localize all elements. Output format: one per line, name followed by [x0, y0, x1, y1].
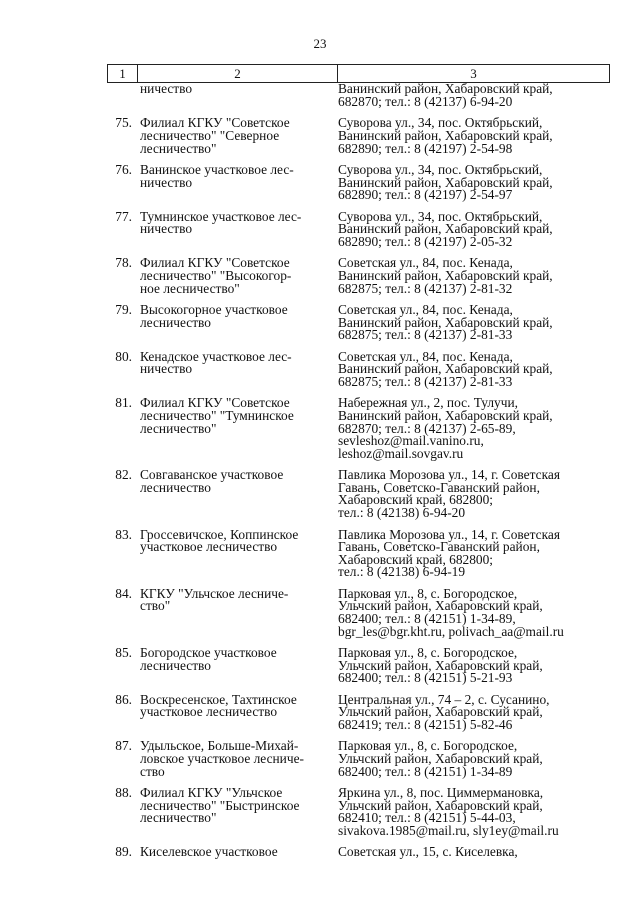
table-row: [107, 348, 610, 389]
office-address: Центральная ул., 74 – 2, с. Сусанино, Ульчский район, Хабаровский край, 682419; тел.: 8 (42151) 5-82-46: [338, 691, 550, 732]
row-number: 77.: [115, 208, 132, 224]
row-number: [107, 83, 136, 108]
office-address: Суворова ул., 34, пос. Октябрьский, Ванинский район, Хабаровский край, 682890; тел.: 8 (42197) 2-05-32: [338, 208, 553, 249]
row-number: 86.: [115, 691, 132, 707]
table-row: [107, 846, 610, 859]
office-address: Парковая ул., 8, с. Богородское, Ульчский район, Хабаровский край, 682400; тел.: 8 (42151) 1-34-89, bgr_les@bgr.kht.ru, polivach_aa@mail.ru: [338, 585, 564, 639]
row-number: 83.: [115, 526, 132, 542]
office-name: Гроссевичское, Коппинское участковое лесничество: [140, 526, 299, 555]
office-name: Филиал КГКУ "Советское лесничество" "Высокогор- ное лесничество": [140, 255, 292, 296]
table-row: [107, 647, 610, 685]
office-name: Киселевское участковое: [140, 844, 278, 860]
table-row: [107, 469, 610, 519]
office-address: Советская ул., 84, пос. Кенада, Ванинский район, Хабаровский край, 682875; тел.: 8 (42137) 2-81-33: [338, 302, 553, 343]
table-row: [107, 208, 610, 249]
office-address: Набережная ул., 2, пос. Тулучи, Ванинский район, Хабаровский край, 682870; тел.: 8 (42137) 2-65-89, sevleshoz@mail.vanino.ru, leshoz@mail.sovgav.ru: [338, 395, 553, 461]
row-number: 80.: [115, 348, 132, 364]
office-name: ничество: [140, 81, 193, 96]
office-name: Высокогорное участковое лесничество: [140, 302, 288, 330]
row-number: 85.: [115, 645, 132, 661]
row-number: 75.: [115, 115, 132, 131]
table-row: [107, 397, 610, 460]
table-body: [107, 83, 610, 868]
table-row: [107, 83, 610, 108]
office-name: Ванинское участковое лес- ничество: [140, 162, 294, 190]
office-address: Парковая ул., 8, с. Богородское, Ульчский район, Хабаровский край, 682400; тел.: 8 (42151) 5-21-93: [338, 645, 543, 686]
office-address: Ванинский район, Хабаровский край, 682870; тел.: 8 (42137) 6-94-20: [338, 81, 553, 109]
row-number: 78.: [115, 255, 132, 271]
office-address: Павлика Морозова ул., 14, г. Советская Гавань, Советско-Гаванский район, Хабаровский край, 682800; тел.: 8 (42138) 6-94-20: [338, 467, 560, 521]
row-number: 88.: [115, 785, 132, 801]
row-number: 87.: [115, 738, 132, 754]
office-address: Яркина ул., 8, пос. Циммермановка, Ульчский район, Хабаровский край, 682410; тел.: 8 (42151) 5-44-03, sivakova.1985@mail.ru, sly1ey@mail.ru: [338, 785, 559, 838]
table-row: [107, 304, 610, 342]
office-name: Филиал КГКУ "Советское лесничество" "Тумнинское лесничество": [140, 395, 294, 436]
table-row: [107, 257, 610, 295]
office-address: Суворова ул., 34, пос. Октябрьский, Ванинский район, Хабаровский край, 682890; тел.: 8 (42197) 2-54-97: [338, 162, 553, 203]
office-address: Павлика Морозова ул., 14, г. Советская Гавань, Советско-Гаванский район, Хабаровский край, 682800; тел.: 8 (42138) 6-94-19: [338, 526, 560, 580]
table-row: [107, 585, 610, 639]
office-name: КГКУ "Ульчское лесниче- ство": [140, 585, 289, 614]
office-name: Тумнинское участковое лес- ничество: [140, 208, 302, 237]
table-row: [107, 526, 610, 580]
table-row: [107, 787, 610, 837]
office-address: Суворова ул., 34, пос. Октябрьский, Ванинский район, Хабаровский край, 682890; тел.: 8 (42197) 2-54-98: [338, 115, 553, 156]
row-number: 81.: [115, 395, 132, 411]
office-name: Кенадское участковое лес- ничество: [140, 348, 292, 377]
office-name: Богородское участковое лесничество: [140, 645, 277, 673]
table-row: [107, 740, 610, 778]
column-header-3: 3: [470, 66, 477, 81]
office-name: Филиал КГКУ "Ульчское лесничество" "Быстринское лесничество": [140, 785, 300, 826]
office-name: Удыльское, Больше-Михай- ловское участковое лесниче- ство: [140, 738, 304, 779]
table-row: [107, 691, 610, 732]
office-address: Парковая ул., 8, с. Богородское, Ульчский район, Хабаровский край, 682400; тел.: 8 (42151) 1-34-89: [338, 738, 543, 779]
row-number: 84.: [115, 585, 132, 601]
row-number: 82.: [115, 467, 132, 483]
office-address: Советская ул., 84, пос. Кенада, Ванинский район, Хабаровский край, 682875; тел.: 8 (42137) 2-81-32: [338, 255, 553, 296]
table-row: [107, 117, 610, 155]
row-number: 89.: [115, 844, 132, 860]
column-header-2: 2: [138, 65, 338, 82]
row-number: 79.: [115, 302, 132, 318]
page-number: 23: [313, 36, 327, 51]
office-name: Совгаванское участковое лесничество: [140, 467, 284, 495]
office-name: Филиал КГКУ "Советское лесничество" "Северное лесничество": [140, 115, 290, 156]
office-address: Советская ул., 84, пос. Кенада, Ванинский район, Хабаровский край, 682875; тел.: 8 (42137) 2-81-33: [338, 348, 553, 389]
office-name: Воскресенское, Тахтинское участковое лесничество: [140, 691, 297, 720]
office-address: Советская ул., 15, с. Киселевка,: [338, 844, 518, 860]
table-row: [107, 164, 610, 202]
row-number: 76.: [115, 162, 132, 178]
column-header-1: 1: [108, 65, 138, 82]
